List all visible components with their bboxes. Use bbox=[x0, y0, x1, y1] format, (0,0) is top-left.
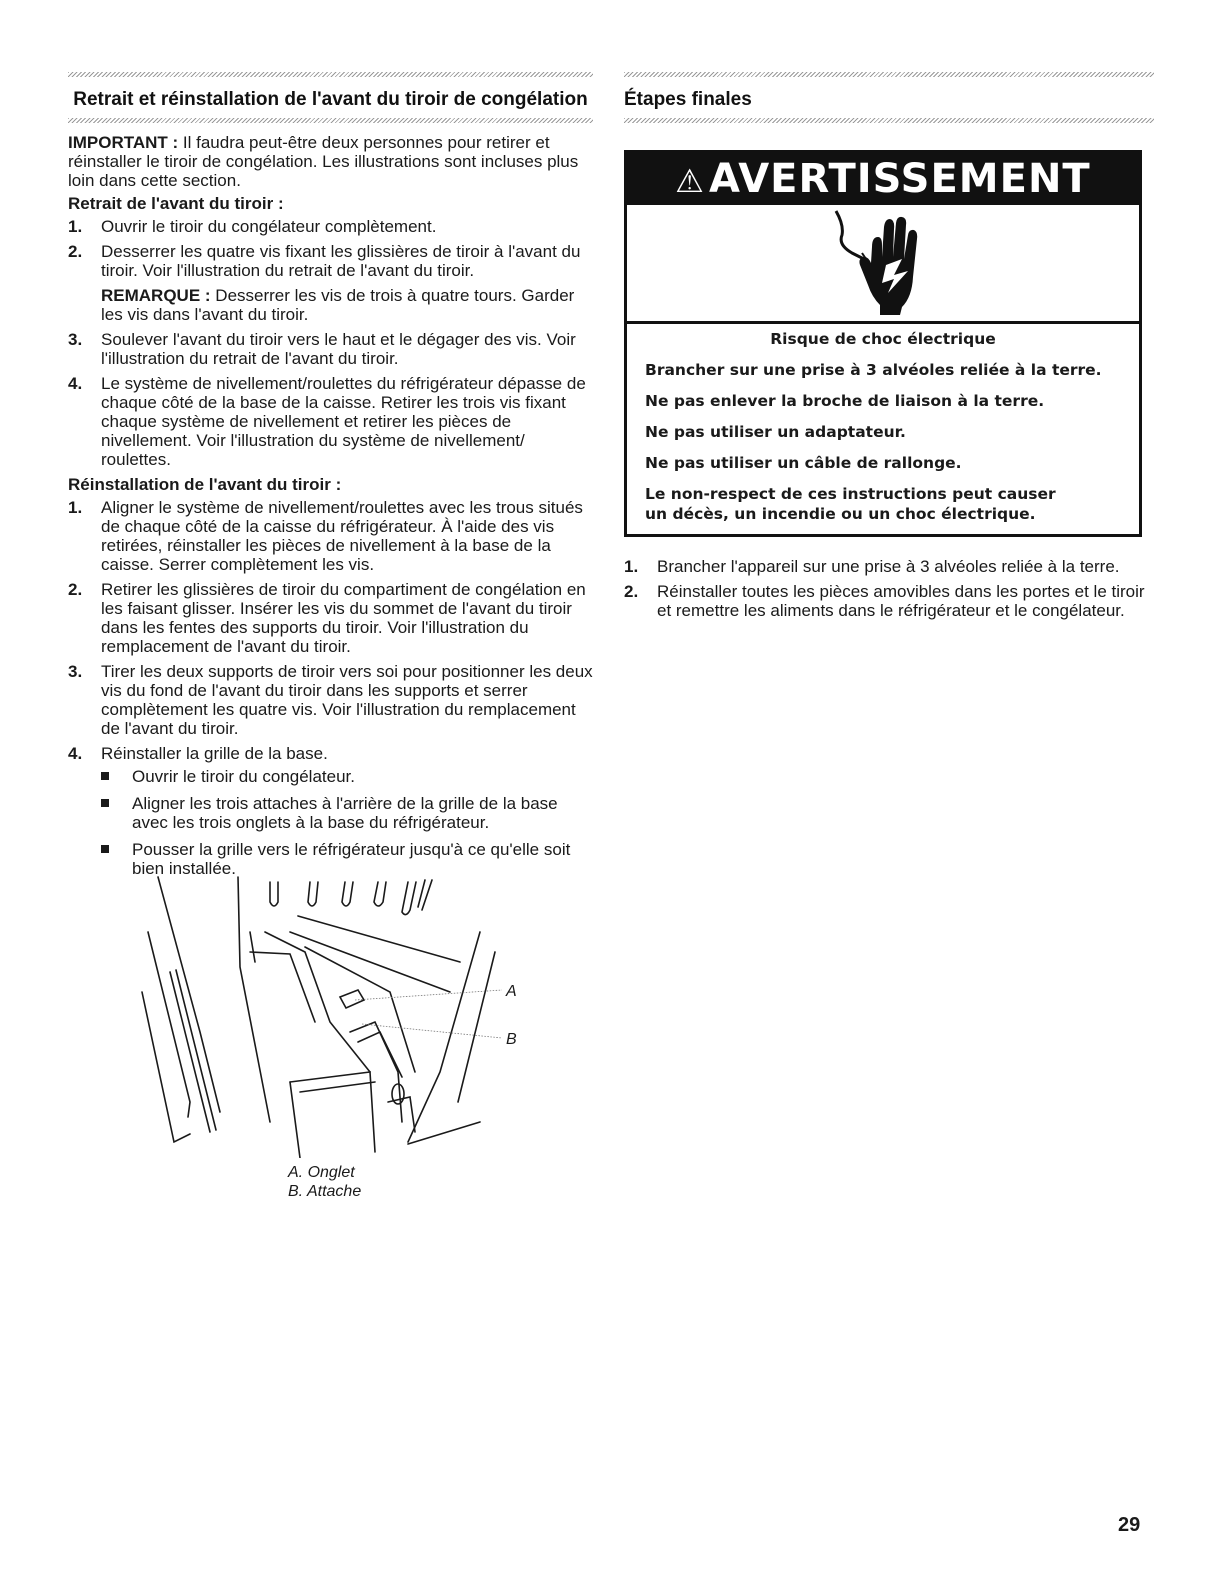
electric-shock-hand-icon bbox=[828, 207, 938, 319]
step-text: Le système de nivellement/roulettes du réfrigérateur dépasse de chaque côté de la base de la caisse. Retirer les trois vis fixant chaque système de nivellement et retirer les pièces de nivellement. Voir l'illustration du système de nivellement/ roulettes. bbox=[101, 374, 586, 469]
section-rule-bottom bbox=[68, 118, 593, 123]
legend-a: A. Onglet bbox=[288, 1164, 355, 1181]
final-steps bbox=[624, 557, 1154, 620]
step-text: Ouvrir le tiroir du congélateur complètement. bbox=[101, 217, 437, 236]
step-text: Aligner le système de nivellement/roulettes avec les trous situés de chaque côté de la caisse du réfrigérateur. À l'aide des vis retirées, réinstaller les pièces de nivellement à la base de la caisse. Serrer complètement les vis. bbox=[101, 498, 583, 574]
step-number: 2. bbox=[68, 580, 83, 599]
legend-b: B. Attache bbox=[288, 1183, 362, 1200]
step-number: 2. bbox=[68, 242, 83, 261]
warning-consequence bbox=[645, 484, 1121, 524]
list-item bbox=[68, 744, 593, 878]
reinstall-subtitle: Réinstallation de l'avant du tiroir : bbox=[68, 475, 342, 494]
warning-text bbox=[627, 324, 1139, 534]
list-item bbox=[624, 557, 1154, 576]
section-title-final: Étapes finales bbox=[624, 89, 752, 110]
base-grille-bullets bbox=[101, 767, 593, 878]
list-item bbox=[101, 767, 593, 786]
step-number: 1. bbox=[68, 217, 83, 236]
step-text: Retirer les glissières de tiroir du compartiment de congélation en les faisant glisser. Insérer les vis du sommet de l'avant du tiroir dans les fentes des supports du tiroir. Voir l'illustration du remplacement de l'avant du tiroir. bbox=[101, 580, 586, 656]
step-number: 4. bbox=[68, 744, 83, 763]
important-paragraph bbox=[68, 133, 593, 190]
page-number: 29 bbox=[1118, 1514, 1141, 1536]
bullet-text: Aligner les trois attaches à l'arrière de la grille de la base avec les trois onglets à la base du réfrigérateur. bbox=[132, 794, 558, 832]
warning-triangle-icon: ⚠ bbox=[675, 162, 705, 200]
section-title-drawer: Retrait et réinstallation de l'avant du tiroir de congélation bbox=[73, 89, 588, 110]
consequence-line-2: un décès, un incendie ou un choc électrique. bbox=[645, 505, 1036, 523]
consequence-line-1: Le non-respect de ces instructions peut causer bbox=[645, 485, 1056, 503]
step-number: 3. bbox=[68, 662, 83, 681]
removal-steps bbox=[68, 217, 593, 469]
step-text: Réinstaller toutes les pièces amovibles dans les portes et le tiroir et remettre les aliments dans le réfrigérateur et le congélateur. bbox=[657, 582, 1145, 620]
note-paragraph bbox=[101, 286, 593, 324]
step-text: Brancher l'appareil sur une prise à 3 alvéoles reliée à la terre. bbox=[657, 557, 1120, 576]
warning-risk: Risque de choc électrique bbox=[770, 330, 996, 348]
note-text: Desserrer les vis de trois à quatre tours. Garder les vis dans l'avant du tiroir. bbox=[101, 286, 575, 324]
warning-line: Ne pas utiliser un adaptateur. bbox=[645, 423, 906, 441]
step-text: Tirer les deux supports de tiroir vers soi pour positionner les deux vis du fond de l'avant du tiroir dans les supports et serrer complètement les quatre vis. Voir l'illustration du remplacement de l'avant du tiroir. bbox=[101, 662, 593, 738]
right-column bbox=[624, 72, 1154, 626]
square-bullet-icon bbox=[101, 772, 109, 780]
list-item bbox=[68, 242, 593, 324]
callout-a: A bbox=[506, 983, 517, 1000]
list-item bbox=[68, 662, 593, 738]
list-item bbox=[68, 498, 593, 574]
step-text: Réinstaller la grille de la base. bbox=[101, 744, 328, 763]
base-grille-illustration bbox=[140, 872, 530, 1158]
list-item bbox=[68, 217, 593, 236]
step-text: Soulever l'avant du tiroir vers le haut et le dégager des vis. Voir l'illustration du retrait de l'avant du tiroir. bbox=[101, 330, 576, 368]
warning-heading: AVERTISSEMENT bbox=[708, 156, 1091, 202]
bullet-text: Pousser la grille vers le réfrigérateur jusqu'à ce qu'elle soit bien installée. bbox=[132, 840, 571, 878]
reinstall-steps bbox=[68, 498, 593, 878]
figure-legend bbox=[288, 1163, 361, 1201]
warning-line: Ne pas enlever la broche de liaison à la terre. bbox=[645, 392, 1045, 410]
list-item bbox=[68, 374, 593, 469]
step-number: 4. bbox=[68, 374, 83, 393]
list-item bbox=[68, 330, 593, 368]
left-column bbox=[68, 72, 593, 886]
list-item bbox=[624, 582, 1154, 620]
warning-icon-area bbox=[627, 205, 1139, 324]
warning-line: Brancher sur une prise à 3 alvéoles reliée à la terre. bbox=[645, 361, 1102, 379]
callout-b: B bbox=[506, 1031, 517, 1048]
step-number: 1. bbox=[624, 557, 639, 576]
list-item bbox=[101, 794, 593, 832]
step-number: 2. bbox=[624, 582, 639, 601]
bullet-text: Ouvrir le tiroir du congélateur. bbox=[132, 767, 355, 786]
step-number: 1. bbox=[68, 498, 83, 517]
square-bullet-icon bbox=[101, 845, 109, 853]
important-text: Il faudra peut-être deux personnes pour retirer et réinstaller le tiroir de congélation. Les illustrations sont incluses plus loin dans cette section. bbox=[68, 133, 579, 190]
step-text: Desserrer les quatre vis fixant les glissières de tiroir à l'avant du tiroir. Voir l'illustration du retrait de l'avant du tiroir. bbox=[101, 242, 581, 280]
step-number: 3. bbox=[68, 330, 83, 349]
list-item bbox=[68, 580, 593, 656]
removal-subtitle: Retrait de l'avant du tiroir : bbox=[68, 194, 284, 213]
square-bullet-icon bbox=[101, 799, 109, 807]
note-label: REMARQUE : bbox=[101, 286, 211, 305]
warning-line: Ne pas utiliser un câble de rallonge. bbox=[645, 454, 962, 472]
important-label: IMPORTANT : bbox=[68, 133, 179, 152]
section-rule-bottom bbox=[624, 118, 1154, 123]
warning-box bbox=[624, 150, 1142, 537]
warning-header bbox=[627, 153, 1139, 205]
